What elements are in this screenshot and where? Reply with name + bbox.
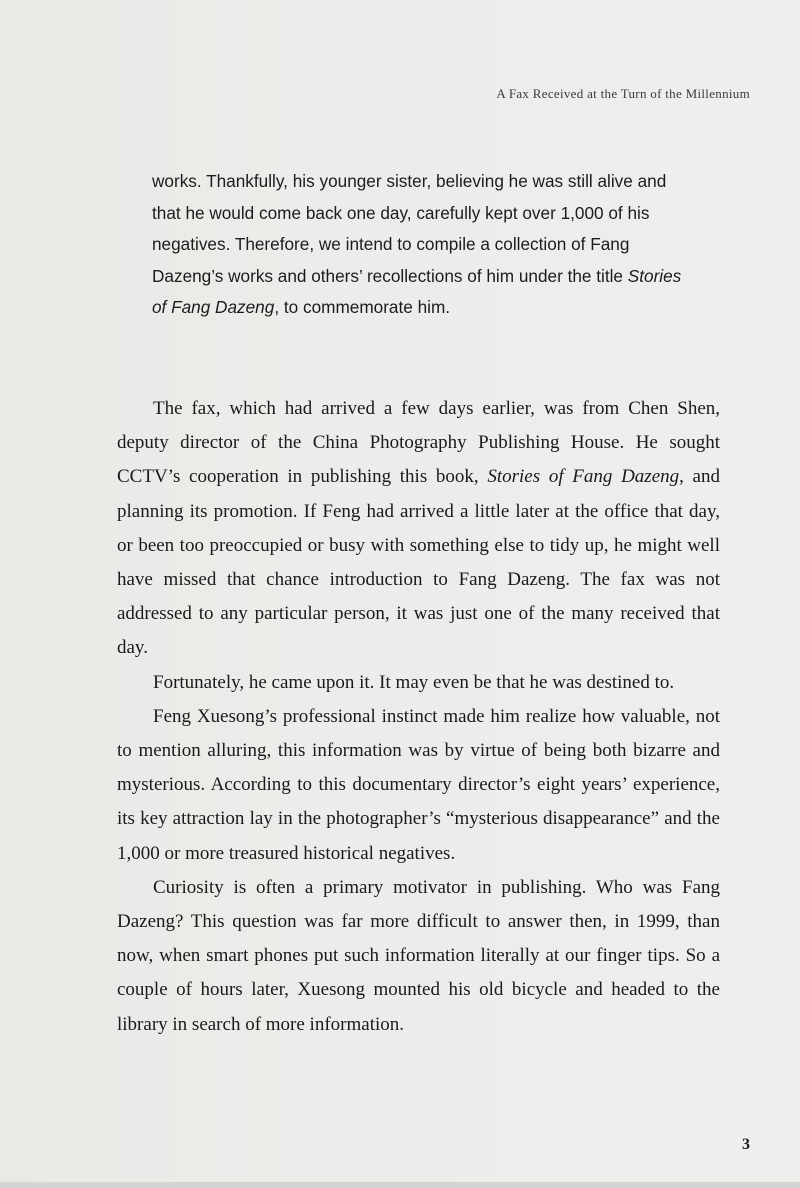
running-head: A Fax Received at the Turn of the Millennium: [496, 86, 750, 101]
quote-text-end: , to commemorate him.: [274, 297, 451, 318]
paragraph-professional-instinct: Feng Xuesong’s professional instinct made him realize how valuable, not to mention alluring, this information was by virtue of being both bizarre and mysterious. According to this documentary director’s eight years’ experience, its key attraction lay in the photographer’s “mysterious disappearance” and the 1,000 or more treasured historical negatives.: [117, 705, 720, 864]
body-text: [117, 392, 720, 1042]
paragraph-text-end: , and planning its promotion. If Feng had arrived a little later at the office that day, or been too preoccupied or busy with something else to tidy up, he might well have missed that chance introduction to Fang Dazeng. The fax was not addressed to any particular person, it was just one of the many received that day.: [117, 466, 720, 659]
paragraph-fortunately: Fortunately, he came upon it. It may even be that he was destined to.: [153, 671, 675, 693]
quote-book-title: Stories of Fang Dazeng: [152, 265, 682, 318]
page-bottom-edge: [0, 1182, 800, 1188]
quoted-fax-excerpt: [152, 166, 692, 324]
paragraph-curiosity: Curiosity is often a primary motivator in publishing. Who was Fang Dazeng? This question was far more difficult to answer then, in 1999, than now, when smart phones put such information literally at our finger tips. So a couple of hours later, Xuesong mounted his old bicycle and headed to the library in search of more information.: [117, 876, 720, 1035]
quote-text-start: works. Thankfully, his younger sister, believing he was still alive and that he would come back one day, carefully kept over 1,000 of his negatives. Therefore, we intend to compile a collection of Fang Dazeng’s works and others’ recollections of him under the title: [152, 171, 667, 286]
paragraph-fax-arrival: [117, 392, 720, 666]
quote-paragraph: [152, 166, 692, 324]
paragraph-text-start: The fax, which had arrived a few days earlier, was from Chen Shen, deputy director of the China Photography Publishing House. He sought CCTV’s cooperation in publishing this book,: [117, 398, 720, 488]
paragraph-book-title: Stories of Fang Dazeng: [487, 466, 680, 488]
page-number: 3: [742, 1136, 750, 1153]
